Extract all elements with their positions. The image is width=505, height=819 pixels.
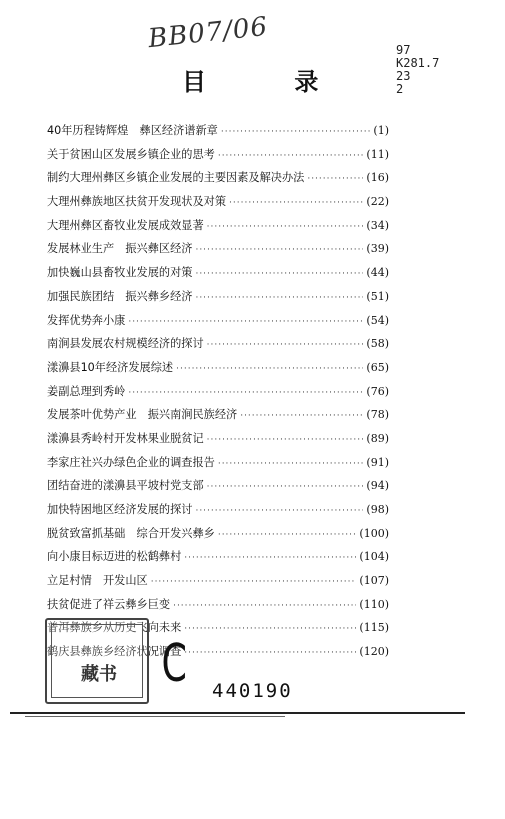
toc-entry-title: 脱贫致富抓基础 综合开发兴彝乡 xyxy=(47,526,215,540)
toc-leader-dots xyxy=(218,530,357,540)
toc-entry-title: 鹤庆县彝族乡经济状况调查 xyxy=(47,645,182,659)
toc-entry-page: (104) xyxy=(359,550,389,564)
toc-entry-title: 漾濞县10年经济发展综述 xyxy=(47,360,174,374)
toc-entry-title: 加强民族团结 振兴彝乡经济 xyxy=(47,289,193,303)
call-number-line: 23 xyxy=(396,69,411,83)
toc-leader-dots xyxy=(184,624,356,634)
toc-entry xyxy=(47,122,389,146)
toc-entry-page: (110) xyxy=(359,597,389,611)
toc-entry xyxy=(47,146,389,170)
toc-entry-page: (120) xyxy=(359,645,389,659)
stamp-text: 藏书 xyxy=(81,664,117,685)
toc-leader-dots xyxy=(229,198,363,208)
toc-entry xyxy=(47,548,389,572)
toc-entry-title: 发挥优势奔小康 xyxy=(47,313,126,327)
call-number-line: 97 xyxy=(396,43,411,57)
toc-leader-dots xyxy=(184,553,356,563)
toc-entry-title: 40年历程铸辉煌 彝区经济谱新章 xyxy=(47,124,218,137)
toc-entry xyxy=(47,572,389,596)
toc-entry xyxy=(47,501,389,525)
toc-leader-dots xyxy=(184,648,356,658)
toc-leader-dots xyxy=(307,174,363,184)
library-stamp xyxy=(45,618,149,704)
toc-entry-page: (65) xyxy=(366,360,389,374)
toc-entry-title: 李家庄社兴办绿色企业的调查报告 xyxy=(47,455,215,469)
toc-entry xyxy=(47,525,389,549)
toc-entry-title: 姜副总理到秀岭 xyxy=(47,384,126,398)
call-number-line: 2 xyxy=(396,82,404,96)
table-of-contents xyxy=(47,122,389,667)
toc-entry xyxy=(47,193,389,217)
toc-entry-title: 加快特困地区经济发展的探讨 xyxy=(47,503,193,516)
toc-leader-dots xyxy=(128,388,363,398)
toc-entry-page: (98) xyxy=(366,503,389,516)
call-number-line: K281.7 xyxy=(396,56,440,70)
toc-entry-page: (94) xyxy=(366,479,389,493)
call-number xyxy=(396,44,439,96)
toc-entry-page: (22) xyxy=(366,195,389,209)
toc-entry-title: 立足村情 开发山区 xyxy=(47,574,148,588)
toc-entry-title: 漾濞县秀岭村开发林果业脱贫记 xyxy=(47,431,204,445)
toc-entry-title: 加快巍山县畜牧业发展的对策 xyxy=(47,266,193,280)
toc-entry-page: (51) xyxy=(366,289,389,303)
toc-leader-dots xyxy=(195,245,363,255)
toc-entry xyxy=(47,359,389,383)
toc-entry-page: (11) xyxy=(366,147,389,161)
toc-entry-title: 向小康目标迈进的松鹤彝村 xyxy=(47,550,182,564)
toc-entry xyxy=(47,406,389,430)
toc-entry xyxy=(47,217,389,241)
toc-entry-page: (76) xyxy=(366,384,389,398)
toc-entry xyxy=(47,264,389,288)
toc-entry-page: (115) xyxy=(359,621,389,635)
handwritten-reference: BB07/06 xyxy=(146,11,270,55)
toc-entry xyxy=(47,169,389,193)
toc-leader-dots xyxy=(207,222,364,232)
toc-entry-page: (39) xyxy=(366,242,389,256)
toc-leader-dots xyxy=(218,459,364,469)
toc-entry xyxy=(47,454,389,478)
toc-entry xyxy=(47,335,389,359)
toc-entry-title: 大理州彝族地区扶贫开发现状及对策 xyxy=(47,195,227,209)
toc-entry-title: 普洱彝族乡从历史飞向未来 xyxy=(47,621,182,635)
toc-entry-page: (54) xyxy=(366,313,389,327)
toc-leader-dots xyxy=(195,506,363,516)
toc-entry-page: (44) xyxy=(366,266,389,280)
toc-entry-page: (89) xyxy=(366,431,389,445)
shelf-letter: C xyxy=(161,634,187,694)
toc-entry xyxy=(47,240,389,264)
toc-entry-title: 扶贫促进了祥云彝乡巨变 xyxy=(47,597,171,611)
toc-leader-dots xyxy=(173,601,356,611)
toc-entry-page: (58) xyxy=(366,337,389,351)
toc-entry-title: 团结奋进的漾濞县平坡村党支部 xyxy=(47,479,204,493)
toc-entry-page: (16) xyxy=(366,171,389,185)
page-title: 目 录 xyxy=(182,68,359,96)
toc-entry xyxy=(47,596,389,620)
toc-leader-dots xyxy=(195,269,363,279)
toc-entry-page: (1) xyxy=(373,124,389,137)
toc-leader-dots xyxy=(221,127,371,137)
toc-leader-dots xyxy=(151,577,357,587)
bottom-rule xyxy=(10,712,465,714)
toc-entry xyxy=(47,477,389,501)
toc-entry xyxy=(47,288,389,312)
toc-leader-dots xyxy=(207,435,364,445)
toc-entry xyxy=(47,430,389,454)
toc-leader-dots xyxy=(207,340,364,350)
toc-leader-dots xyxy=(128,317,363,327)
toc-entry-title: 制约大理州彝区乡镇企业发展的主要因素及解决办法 xyxy=(47,171,305,185)
accession-number: 440190 xyxy=(212,680,293,702)
toc-leader-dots xyxy=(195,293,363,303)
toc-entry xyxy=(47,312,389,336)
toc-entry-title: 大理州彝区畜牧业发展成效显著 xyxy=(47,218,204,232)
toc-entry-page: (34) xyxy=(366,218,389,232)
toc-entry-page: (78) xyxy=(366,408,389,422)
toc-leader-dots xyxy=(176,364,363,374)
toc-entry-title: 发展茶叶优势产业 振兴南涧民族经济 xyxy=(47,408,238,422)
bottom-rule-thin xyxy=(25,716,285,717)
toc-leader-dots xyxy=(207,482,364,492)
toc-entry xyxy=(47,383,389,407)
toc-entry-title: 关于贫困山区发展乡镇企业的思考 xyxy=(47,147,215,161)
toc-entry-page: (107) xyxy=(359,574,389,588)
toc-leader-dots xyxy=(218,151,364,161)
toc-entry-page: (91) xyxy=(366,455,389,469)
toc-leader-dots xyxy=(240,411,363,421)
toc-entry-title: 发展林业生产 振兴彝区经济 xyxy=(47,242,193,256)
toc-entry-title: 南涧县发展农村规模经济的探讨 xyxy=(47,337,204,351)
toc-entry-page: (100) xyxy=(359,526,389,540)
